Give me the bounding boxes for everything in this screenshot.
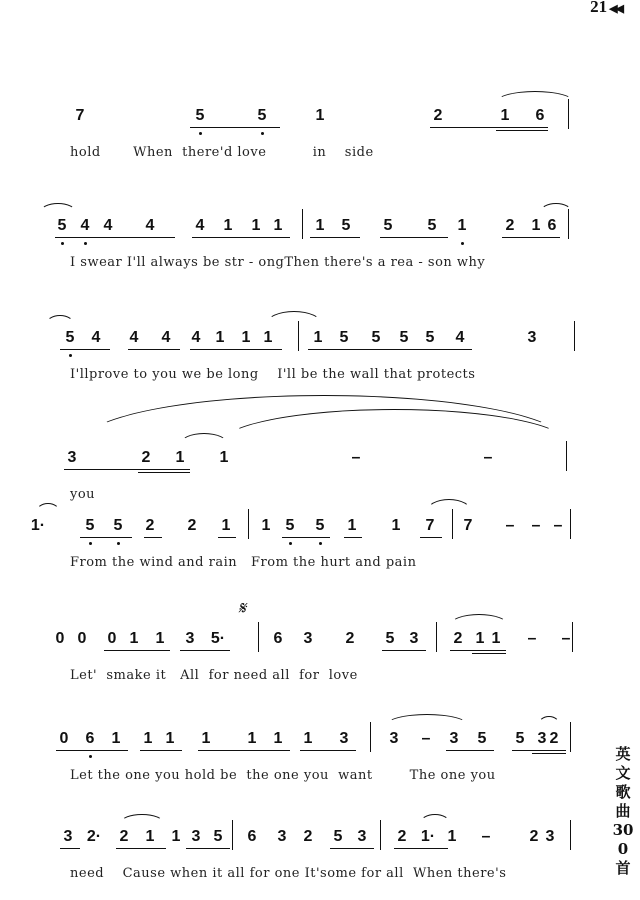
note: 5 <box>109 515 127 537</box>
underline-beam <box>282 537 330 538</box>
note: 5· <box>210 630 226 647</box>
note: 3 <box>63 828 73 845</box>
underline-beam <box>180 650 230 651</box>
note: 7 <box>75 107 85 124</box>
underline-beam <box>380 237 448 238</box>
note: 6 <box>273 630 283 647</box>
note: 6 <box>81 728 99 750</box>
underline-beam <box>446 750 494 751</box>
barline <box>380 820 381 850</box>
note-row <box>0 628 600 668</box>
underline-beam <box>300 750 356 751</box>
underline-beam <box>496 130 548 131</box>
note: 1 <box>315 217 325 234</box>
note: 1 <box>223 217 233 234</box>
note: 1 <box>221 517 231 534</box>
note: 5 <box>515 730 525 747</box>
note: 1 <box>453 215 471 237</box>
underline-beam <box>144 537 162 538</box>
note: 0 <box>107 630 117 647</box>
note: 4 <box>91 329 101 346</box>
note: 2 <box>345 630 355 647</box>
note: 7 <box>463 517 473 534</box>
note: 3 <box>339 730 349 747</box>
underline-beam <box>55 237 175 238</box>
octave-dot <box>261 132 264 135</box>
note: – <box>527 630 537 647</box>
note: 4 <box>76 215 94 237</box>
note: – <box>561 630 571 647</box>
note: 6 <box>547 217 557 234</box>
barline <box>570 509 571 539</box>
note: 3 <box>67 449 77 466</box>
note: 5 <box>311 515 329 537</box>
barline <box>298 321 299 351</box>
note-row <box>0 215 600 255</box>
slur-tie <box>538 716 560 725</box>
barline <box>232 820 233 850</box>
note: 2 <box>453 630 463 647</box>
note: 5 <box>399 329 409 346</box>
note: 1 <box>175 449 185 466</box>
note: 5 <box>61 327 79 349</box>
underline-beam <box>60 349 110 350</box>
underline-beam <box>198 750 290 751</box>
note-row <box>0 447 600 487</box>
note: 1· <box>420 828 436 845</box>
slur-tie <box>266 311 322 324</box>
octave-dot <box>61 242 64 245</box>
underline-beam <box>308 349 472 350</box>
slur-tie <box>420 814 450 823</box>
lyrics-line: you <box>70 487 96 502</box>
underline-beam <box>512 750 566 751</box>
note: 1 <box>447 828 457 845</box>
barline <box>570 820 571 850</box>
note: 5 <box>213 828 223 845</box>
note: 1 <box>491 630 501 647</box>
note: 5 <box>339 329 349 346</box>
underline-beam <box>532 753 566 754</box>
note: 4 <box>145 217 155 234</box>
note: 0 <box>77 630 87 647</box>
underline-beam <box>116 848 166 849</box>
note: 1 <box>219 449 229 466</box>
note: – <box>351 449 361 466</box>
note: 3 <box>303 630 313 647</box>
note: 1 <box>155 630 165 647</box>
underline-beam <box>128 349 180 350</box>
octave-dot <box>89 755 92 758</box>
note: 1 <box>165 730 175 747</box>
note: – <box>553 517 563 534</box>
underline-beam <box>60 848 80 849</box>
note-row <box>0 515 600 555</box>
underline-beam <box>310 237 360 238</box>
barline <box>452 509 453 539</box>
note: 3 <box>277 828 287 845</box>
note: 5 <box>341 217 351 234</box>
note: – <box>531 517 541 534</box>
note-row <box>0 327 600 367</box>
octave-dot <box>319 542 322 545</box>
octave-dot <box>289 542 292 545</box>
note: – <box>505 517 515 534</box>
slur-tie <box>46 315 74 324</box>
underline-beam <box>450 650 506 651</box>
slur-tie <box>496 91 574 102</box>
note: 0 <box>55 630 65 647</box>
slur-tie <box>540 203 572 212</box>
note: 5 <box>333 828 343 845</box>
note: 1 <box>347 517 357 534</box>
note: 5 <box>53 215 71 237</box>
underline-beam <box>502 237 560 238</box>
note: 2 <box>145 517 155 534</box>
note: 1 <box>303 730 313 747</box>
note: 2 <box>141 449 151 466</box>
note: 2 <box>303 828 313 845</box>
underline-beam <box>394 848 448 849</box>
note: 1 <box>241 329 251 346</box>
lyrics-line: I swear I'll always be str - ongThen there's a rea - son why <box>70 255 486 270</box>
barline <box>302 209 303 239</box>
note: 1· <box>30 517 46 534</box>
note: 3 <box>537 730 547 747</box>
underline-beam <box>420 537 442 538</box>
underline-beam <box>382 650 426 651</box>
underline-beam <box>80 537 132 538</box>
note: 1 <box>111 730 121 747</box>
barline <box>436 622 437 652</box>
octave-dot <box>69 354 72 357</box>
underline-beam <box>104 650 170 651</box>
note: 2 <box>529 828 539 845</box>
octave-dot <box>117 542 120 545</box>
note: 1 <box>251 217 261 234</box>
note: 3 <box>185 630 195 647</box>
slur-tie <box>386 714 468 725</box>
note: – <box>481 828 491 845</box>
note: 2 <box>505 217 515 234</box>
octave-dot <box>89 542 92 545</box>
slur-tie <box>36 503 60 512</box>
note: 1 <box>215 329 225 346</box>
lyrics-line: Let' smake it All for need all for love <box>70 668 358 683</box>
underline-beam <box>190 127 280 128</box>
lyrics-line: From the wind and rain From the hurt and pain <box>70 555 417 570</box>
note: 1 <box>500 107 510 124</box>
note: 6 <box>247 828 257 845</box>
note: 5 <box>371 329 381 346</box>
note: 3 <box>389 730 399 747</box>
underline-beam <box>430 127 548 128</box>
note: 4 <box>195 217 205 234</box>
barline <box>568 209 569 239</box>
barline <box>570 722 571 752</box>
note: 5 <box>477 730 487 747</box>
note: 2 <box>119 828 129 845</box>
note: 3 <box>527 329 537 346</box>
note: 1 <box>201 730 211 747</box>
barline <box>370 722 371 752</box>
note-row <box>0 826 600 866</box>
note: 2 <box>549 730 559 747</box>
underline-beam <box>190 349 282 350</box>
note: 4 <box>129 329 139 346</box>
barline <box>258 622 259 652</box>
note: – <box>483 449 493 466</box>
note: 1 <box>313 329 323 346</box>
note: 5 <box>253 105 271 127</box>
note: 1 <box>531 217 541 234</box>
note: 3 <box>191 828 201 845</box>
note: 2 <box>187 517 197 534</box>
barline <box>248 509 249 539</box>
note: 3 <box>545 828 555 845</box>
note: 5 <box>81 515 99 537</box>
note: 1 <box>273 217 283 234</box>
underline-beam <box>56 750 128 751</box>
underline-beam <box>64 469 190 470</box>
slur-tie <box>40 203 76 212</box>
note: 5 <box>383 217 393 234</box>
octave-dot <box>84 242 87 245</box>
lyrics-line: hold When there'd love in side <box>70 145 374 160</box>
underline-beam <box>344 537 362 538</box>
note: 4 <box>455 329 465 346</box>
note: 2 <box>433 107 443 124</box>
underline-beam <box>218 537 236 538</box>
note: 5 <box>427 217 437 234</box>
note: 5 <box>281 515 299 537</box>
underline-beam <box>472 653 506 654</box>
note: 7 <box>425 517 435 534</box>
note: 4 <box>191 329 201 346</box>
note-row <box>0 728 600 768</box>
note: 2· <box>86 828 102 845</box>
book-side-title: 英文歌曲300首 <box>612 745 634 877</box>
lyrics-line: I'llprove to you we be long I'll be the wall that protects <box>70 367 476 382</box>
note: 5 <box>385 630 395 647</box>
note-row <box>0 105 600 145</box>
underline-beam <box>186 848 230 849</box>
note: 1 <box>263 329 273 346</box>
note: – <box>421 730 431 747</box>
note: 1 <box>273 730 283 747</box>
octave-dot <box>199 132 202 135</box>
note: 1 <box>391 517 401 534</box>
slur-tie <box>80 395 568 444</box>
note: 5 <box>425 329 435 346</box>
note: 1 <box>247 730 257 747</box>
note: 1 <box>143 730 153 747</box>
octave-dot <box>461 242 464 245</box>
slur-tie <box>120 814 164 823</box>
note: 4 <box>103 217 113 234</box>
note: 1 <box>261 517 271 534</box>
arrow-ornament-icon: ◀◀ <box>609 3 622 15</box>
lyrics-line: Let the one you hold be the one you want The one you <box>70 768 496 783</box>
note: 1 <box>315 107 325 124</box>
barline <box>566 441 567 471</box>
page-number-text: 21 <box>590 0 608 16</box>
note: 1 <box>475 630 485 647</box>
underline-beam <box>192 237 290 238</box>
note: 5 <box>191 105 209 127</box>
note: 1 <box>129 630 139 647</box>
slur-tie <box>450 614 508 625</box>
segno-icon: 𝄋 <box>238 598 246 619</box>
note: 3 <box>449 730 459 747</box>
note: 4 <box>161 329 171 346</box>
note: 1 <box>171 828 181 845</box>
note: 6 <box>535 107 545 124</box>
underline-beam <box>138 472 190 473</box>
lyrics-line: need Cause when it all for one It'some for all When there's <box>70 866 507 881</box>
underline-beam <box>140 750 182 751</box>
note: 3 <box>357 828 367 845</box>
note: 2 <box>397 828 407 845</box>
barline <box>572 622 573 652</box>
page-number <box>590 0 622 16</box>
barline <box>574 321 575 351</box>
note: 1 <box>145 828 155 845</box>
underline-beam <box>330 848 374 849</box>
note: 0 <box>59 730 69 747</box>
note: 3 <box>409 630 419 647</box>
barline <box>568 99 569 129</box>
